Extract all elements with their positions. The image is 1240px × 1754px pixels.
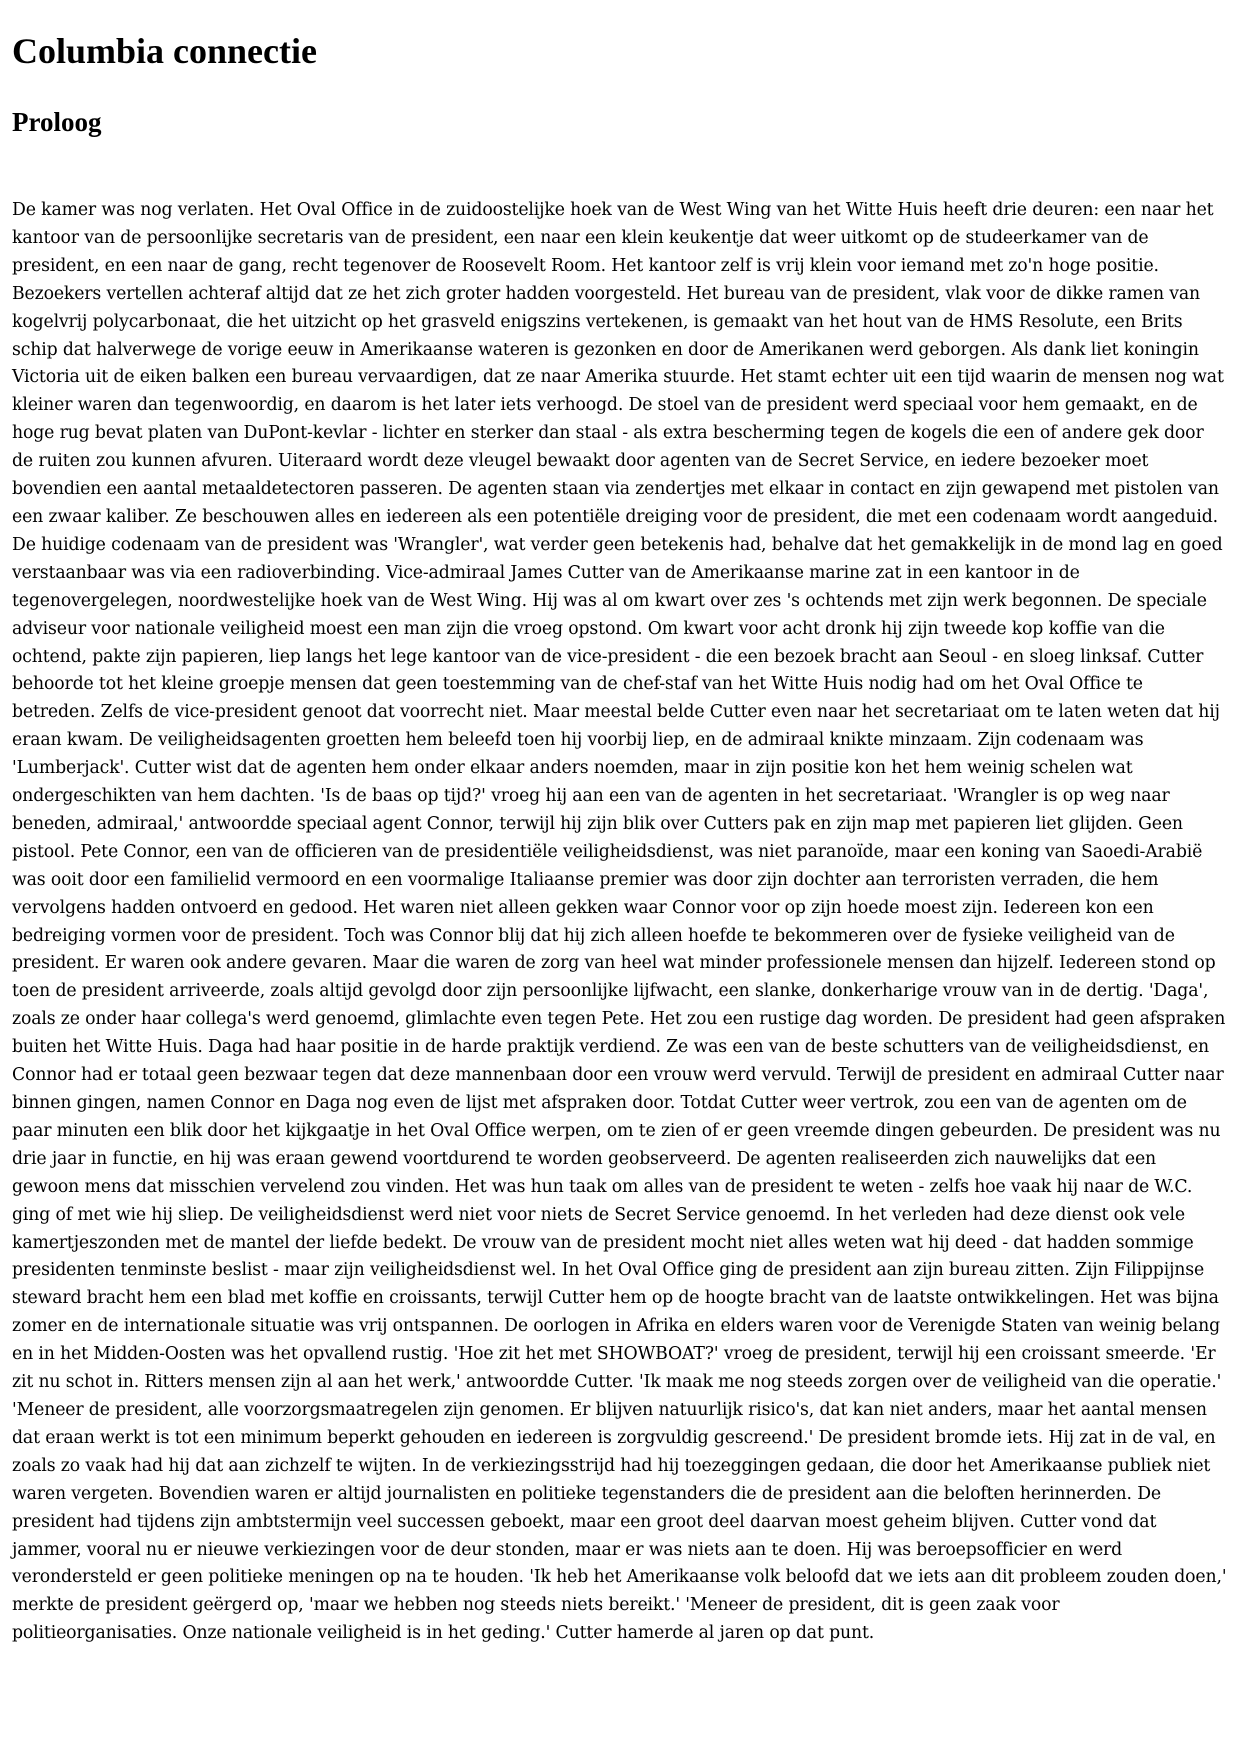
body-paragraph: De kamer was nog verlaten. Het Oval Office in de zuidoostelijke hoek van de West Wing van het Witte Huis heeft drie deuren: een naar het kantoor van de persoonlijke secretaris van de president, een naar een klein keukentje dat weer uitkomt op de studeerkamer van de president, en een naar de gang, recht tegenover de Roosevelt Room. Het kantoor zelf is vrij klein voor iemand met zo'n hoge positie. Bezoekers vertellen achteraf altijd dat ze het zich groter hadden voorgesteld. Het bureau van de president, vlak voor de dikke ramen van kogelvrij polycarbonaat, die het uitzicht op het grasveld enigszins vertekenen, is gemaakt van het hout van de HMS Resolute, een Brits schip dat halverwege de vorige eeuw in Amerikaanse wateren is gezonken en door de Amerikanen werd geborgen. Als dank liet koningin Victoria uit de eiken balken een bureau vervaardigen, dat ze naar Amerika stuurde. Het stamt echter uit een tijd waarin de mensen nog wat kleiner waren dan tegenwoordig, en daarom is het later iets verhoogd. De stoel van de president werd speciaal voor hem gemaakt, en de hoge rug bevat platen van DuPont-kevlar - lichter en sterker dan staal - als extra bescherming tegen de kogels die een of andere gek door de ruiten zou kunnen afvuren. Uiteraard wordt deze vleugel bewaakt door agenten van de Secret Service, en iedere bezoeker moet bovendien een aantal metaaldetectoren passeren. De agenten staan via zendertjes met elkaar in contact en zijn gewapend met pistolen van een zwaar kaliber. Ze beschouwen alles en iedereen als een potentiële dreiging voor de president, die met een codenaam wordt aangeduid. De huidige codenaam van de president was 'Wrangler', wat verder geen betekenis had, behalve dat het gemakkelijk in de mond lag en goed verstaanbaar was via een radioverbinding. Vice-admiraal James Cutter van de Amerikaanse marine zat in een kantoor in de tegenovergelegen, noordwestelijke hoek van de West Wing. Hij was al om kwart over zes 's ochtends met zijn werk begonnen. De speciale adviseur voor nationale veiligheid moest een man zijn die vroeg opstond. Om kwart voor acht dronk hij zijn tweede kop koffie van die ochtend, pakte zijn papieren, liep langs het lege kantoor van de vice-president - die een bezoek bracht aan Seoul - en sloeg linksaf. Cutter behoorde tot het kleine groepje mensen dat geen toestemming van de chef-staf van het Witte Huis nodig had om het Oval Office te betreden. Zelfs de vice-president genoot dat voorrecht niet. Maar meestal belde Cutter even naar het secretariaat om te laten weten dat hij eraan kwam. De veiligheidsagenten groetten hem beleefd toen hij voorbij liep, en de admiraal knikte minzaam. Zijn codenaam was 'Lumberjack'. Cutter wist dat de agenten hem onder elkaar anders noemden, maar in zijn positie kon het hem weinig schelen wat ondergeschikten van hem dachten. 'Is de baas op tijd?' vroeg hij aan een van de agenten in het secretariaat. 'Wrangler is op weg naar beneden, admiraal,' antwoordde speciaal agent Connor, terwijl hij zijn blik over Cutters pak en zijn map met papieren liet glijden. Geen pistool. Pete Connor, een van de officieren van de presidentiële veiligheidsdienst, was niet paranoïde, maar een koning van Saoedi-Arabië was ooit door een familielid vermoord en een voormalige Italiaanse premier was door zijn dochter aan terroristen verraden, die hem vervolgens hadden ontvoerd en gedood. Het waren niet alleen gekken waar Connor voor op zijn hoede moest zijn. Iedereen kon een bedreiging vormen voor de president. Toch was Connor blij dat hij zich alleen hoefde te bekommeren over de fysieke veiligheid van de president. Er waren ook andere gevaren. Maar die waren de zorg van heel wat minder professionele mensen dan hijzelf. Iedereen stond op toen de president arriveerde, zoals altijd gevolgd door zijn persoonlijke lijfwacht, een slanke, donkerharige vrouw van in de dertig. 'Daga', zoals ze onder haar collega's werd genoemd, glimlachte even tegen Pete. Het zou een rustige dag worden. De president had geen afspraken buiten het Witte Huis. Daga had haar positie in de harde praktijk verdiend. Ze was een van de beste schutters van de veiligheidsdienst, en Connor had er totaal geen bezwaar tegen dat deze mannenbaan door een vrouw werd vervuld. Terwijl de president en admiraal Cutter naar binnen gingen, namen Connor en Daga nog even de lijst met afspraken door. Totdat Cutter weer vertrok, zou een van de agenten om de paar minuten een blik door het kijkgaatje in het Oval Office werpen, om te zien of er geen vreemde dingen gebeurden. De president was nu drie jaar in functie, en hij was eraan gewend voortdurend te worden geobserveerd. De agenten realiseerden zich nauwelijks dat een gewoon mens dat misschien vervelend zou vinden. Het was hun taak om alles van de president te weten - zelfs hoe vaak hij naar de W.C. ging of met wie hij sliep. De veiligheidsdienst werd niet voor niets de Secret Service genoemd. In het verleden had deze dienst ook vele kamertjeszonden met de mantel der liefde bedekt. De vrouw van de president mocht niet alles weten wat hij deed - dat hadden sommige presidenten tenminste beslist - maar zijn veiligheidsdienst wel. In het Oval Office ging de president aan zijn bureau zitten. Zijn Filippijnse steward bracht hem een blad met koffie en croissants, terwijl Cutter hem op de hoogte bracht van de laatste ontwikkelingen. Het was bijna zomer en de internationale situatie was vrij ontspannen. De oorlogen in Afrika en elders waren voor de Verenigde Staten van weinig belang en in het Midden-Oosten was het opvallend rustig. 'Hoe zit het met SHOWBOAT?' vroeg de president, terwijl hij een croissant smeerde. 'Er zit nu schot in. Ritters mensen zijn al aan het werk,' antwoordde Cutter. 'Ik maak me nog steeds zorgen over de veiligheid van die operatie.' 'Meneer de president, alle voorzorgsmaatregelen zijn genomen. Er blijven natuurlijk risico's, dat kan niet anders, maar het aantal mensen dat eraan werkt is tot een minimum beperkt gehouden en iedereen is zorgvuldig gescreend.' De president bromde iets. Hij zat in de val, en zoals zo vaak had hij dat aan zichzelf te wijten. In de verkiezingsstrijd had hij toezeggingen gedaan, die door het Amerikaanse publiek niet waren vergeten. Bovendien waren er altijd journalisten en politieke tegenstanders die de president aan die beloften herinnerden. De president had tijdens zijn ambtstermijn veel successen geboekt, maar een groot deel daarvan moest geheim blijven. Cutter vond dat jammer, vooral nu er nieuwe verkiezingen voor de deur stonden, maar er was niets aan te doen. Hij was beroepsofficier en werd verondersteld er geen politieke meningen op na te houden. 'Ik heb het Amerikaanse volk beloofd dat we iets aan dit probleem zouden doen,' merkte de president geërgerd op, 'maar we hebben nog steeds niets bereikt.' 'Meneer de president, dit is geen zaak voor politieorganisaties. Onze nationale veiligheid is in het geding.' Cutter hamerde al jaren op dat punt. (12, 200, 1227, 1644)
document-title: Columbia connectie (12, 31, 317, 71)
chapter-heading: Proloog (12, 107, 102, 137)
